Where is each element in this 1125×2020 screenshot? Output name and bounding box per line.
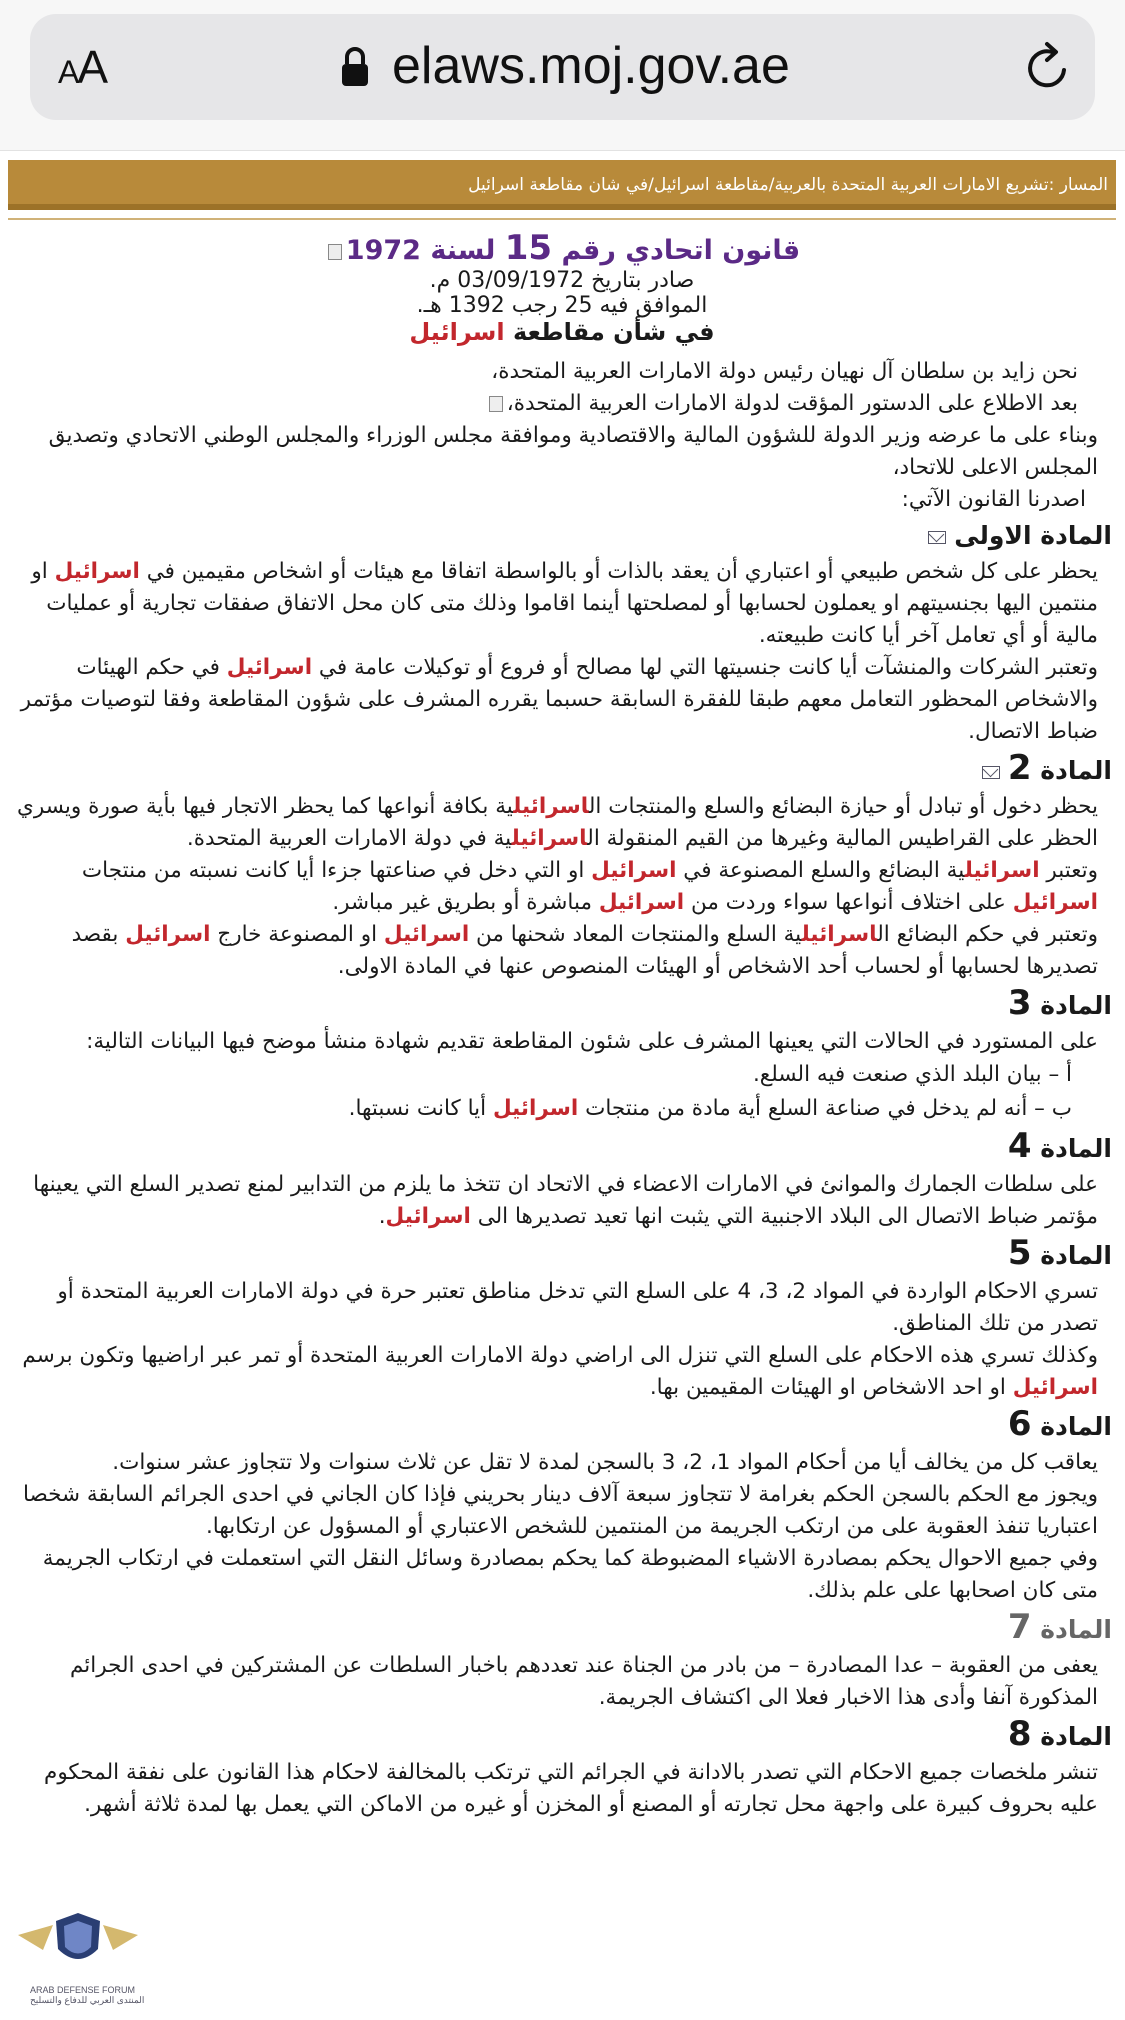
article-paragraph: وفي جميع الاحوال يحكم بمصادرة الاشياء المضبوطة كما يحكم بمصادرة وسائل النقل التي استعملت في ارتكاب الجريمة متى كان اصحابها على علم بذلك.: [42, 1546, 1098, 1603]
article-heading: المادة 3: [1007, 983, 1112, 1023]
law-number: 15: [504, 228, 553, 268]
text-size-button[interactable]: AA: [58, 41, 107, 93]
forum-watermark: [8, 1905, 148, 2015]
article-paragraph: تنشر ملخصات جميع الاحكام التي تصدر بالادانة في الجرائم التي ترتكب بالمخالفة لاحكام هذا القانون على نفقة المحكوم عليه بحروف كبيرة على واجهة محل تجارته أو المصنع أو المخزن أو غيره من الاماكن التي يعمل بها لمدة ثلاثة أشهر.: [44, 1760, 1098, 1817]
law-title: قانون اتحادي رقم 15 لسنة 1972: [12, 228, 1112, 268]
article-heading: المادة 5: [1007, 1233, 1112, 1273]
law-header: [12, 228, 1112, 346]
preamble: [12, 356, 1112, 516]
reload-icon[interactable]: [1020, 40, 1076, 96]
url-field[interactable]: [30, 14, 1095, 120]
browser-address-bar: [0, 0, 1125, 151]
preamble-line: وبناء على ما عرضه وزير الدولة للشؤون المالية والاقتصادية وموافقة مجلس الوزراء والمجلس الوطني الاتحادي وتصديق المجلس الاعلى للاتحاد،: [48, 423, 1098, 480]
article-heading: المادة 2: [12, 748, 1112, 791]
url-text[interactable]: elaws.moj.gov.ae: [392, 37, 790, 95]
law-document: [12, 228, 1112, 1821]
preamble-line: نحن زايد بن سلطان آل نهيان رئيس دولة الامارات العربية المتحدة،: [491, 359, 1078, 384]
issue-date: صادر بتاريخ 03/09/1972 م.: [429, 268, 695, 293]
article-paragraph: على المستورد في الحالات التي يعينها المشرف على شئون المقاطعة تقديم شهادة منشأ موضح فيها البيانات التالية:: [86, 1029, 1098, 1054]
article-heading: المادة الاولى: [12, 516, 1112, 556]
document-icon[interactable]: [328, 244, 342, 260]
mail-icon[interactable]: [928, 531, 946, 544]
preamble-line: بعد الاطلاع على الدستور المؤقت لدولة الامارات العربية المتحدة،: [12, 388, 1112, 420]
article-heading: المادة 6: [1007, 1404, 1112, 1444]
hijri-date: الموافق فيه 25 رجب 1392 هـ.: [416, 293, 708, 318]
article-paragraph: على سلطات الجمارك والموانئ في الامارات الاعضاء في الاتحاد ان تتخذ ما يلزم من التدابير لمنع تصدير السلع التي يعينها مؤتمر ضباط الاتصال الى البلاد الاجنبية التي يثبت انها تعيد تصديرها الى اسرائيل.: [33, 1172, 1098, 1229]
breadcrumb-divider: [8, 218, 1116, 220]
article-heading: المادة 8: [1007, 1714, 1112, 1754]
law-subject: في شأن مقاطعة اسرائيل: [409, 318, 715, 346]
article-heading: المادة 7: [1007, 1607, 1112, 1647]
preamble-line: اصدرنا القانون الآتي:: [901, 487, 1086, 512]
article-paragraph: يحظر على كل شخص طبيعي أو اعتباري أن يعقد بالذات أو بالواسطة اتفاقا مع هيئات أو اشخاص مقيمين في اسرائيل او منتمين اليها بجنسيتهم او يعملون لحسابها أو لمصلحتها أينما اقاموا وذلك متى كان محل الاتفاق صفقات تجارية أو عمليات مالية أو أي تعامل آخر أيا كانت طبيعته.: [31, 559, 1098, 648]
watermark-text: ARAB DEFENSE FORUM المنتدى العربي للدفاع والتسليح: [30, 1985, 145, 2005]
article-paragraph: يعفى من العقوبة – عدا المصادرة – من بادر من الجناة عند تعددهم باخبار السلطات عن المشتركين في احدى الجرائم المذكورة آنفا وأدى هذا الاخبار فعلا الى اكتشاف الجريمة.: [69, 1653, 1098, 1710]
mail-icon[interactable]: [982, 766, 1000, 779]
article-paragraph: يحظر دخول أو تبادل أو حيازة البضائع والسلع والمنتجات الاسرائيلية بكافة أنواعها كما يحظر الاتجار فيها بأية صورة ويسري الحظر على القراطيس المالية وغيرها من القيم المنقولة الاسرائيلية في دولة الامارات العربية المتحدة.: [17, 794, 1098, 851]
list-item: ب – أنه لم يدخل في صناعة السلع أية مادة من منتجات اسرائيل أيا كانت نسبتها.: [348, 1096, 1072, 1121]
breadcrumb[interactable]: المسار :تشريع الامارات العربية المتحدة بالعربية/مقاطعة اسرائيل/في شان مقاطعة اسرائيل: [8, 160, 1116, 210]
article-paragraph: تسري الاحكام الواردة في المواد 2، 3، 4 على السلع التي تدخل مناطق تعتبر حرة في دولة الامارات العربية المتحدة أو تصدر من تلك المناطق.: [57, 1279, 1098, 1336]
article-paragraph: ويجوز مع الحكم بالسجن الحكم بغرامة لا تتجاوز سبعة آلاف دينار بحريني فإذا كان الجاني في احدى الجرائم السابقة شخصا اعتباريا تنفذ العقوبة على من ارتكب الجريمة من المنتمين للشخص الاعتباري أو المسؤول عن ارتكابها.: [22, 1482, 1098, 1539]
lock-icon: [340, 44, 370, 88]
document-icon[interactable]: [489, 396, 503, 412]
article-paragraph: وتعتبر في حكم البضائع الاسرائيلية السلع والمنتجات المعاد شحنها من اسرائيل او المصنوعة خارج اسرائيل بقصد تصديرها لحسابها أو لحساب أحد الاشخاص أو الهيئات المنصوص عنها في المادة الاولى.: [71, 922, 1098, 979]
article-paragraph: وكذلك تسري هذه الاحكام على السلع التي تنزل الى اراضي دولة الامارات العربية المتحدة أو تمر عبر اراضيها وتكون برسم اسرائيل او احد الاشخاص او الهيئات المقيمين بها.: [22, 1343, 1098, 1400]
shield-logo-icon: [8, 1905, 148, 1985]
article-heading: المادة 4: [1007, 1126, 1112, 1166]
article-paragraph: يعاقب كل من يخالف أيا من أحكام المواد 1، 2، 3 بالسجن لمدة لا تقل عن ثلاث سنوات ولا تتجاوز عشر سنوات.: [112, 1450, 1098, 1475]
article-paragraph: وتعتبر اسرائيلية البضائع والسلع المصنوعة في اسرائيل او التي دخل في صناعتها جزءا أيا كانت نسبته من منتجات اسرائيل على اختلاف أنواعها سواء وردت من اسرائيل مباشرة أو بطريق غير مباشر.: [81, 858, 1098, 915]
list-item: أ – بيان البلد الذي صنعت فيه السلع.: [752, 1062, 1072, 1087]
article-paragraph: وتعتبر الشركات والمنشآت أيا كانت جنسيتها التي لها مصالح أو فروع أو توكيلات عامة في اسرائيل في حكم الهيئات والاشخاص المحظور التعامل معهم طبقا للفقرة السابقة حسبما يقرره المشرف على شؤون المقاطعة وفقا لتوصيات مؤتمر ضباط الاتصال.: [20, 655, 1098, 744]
